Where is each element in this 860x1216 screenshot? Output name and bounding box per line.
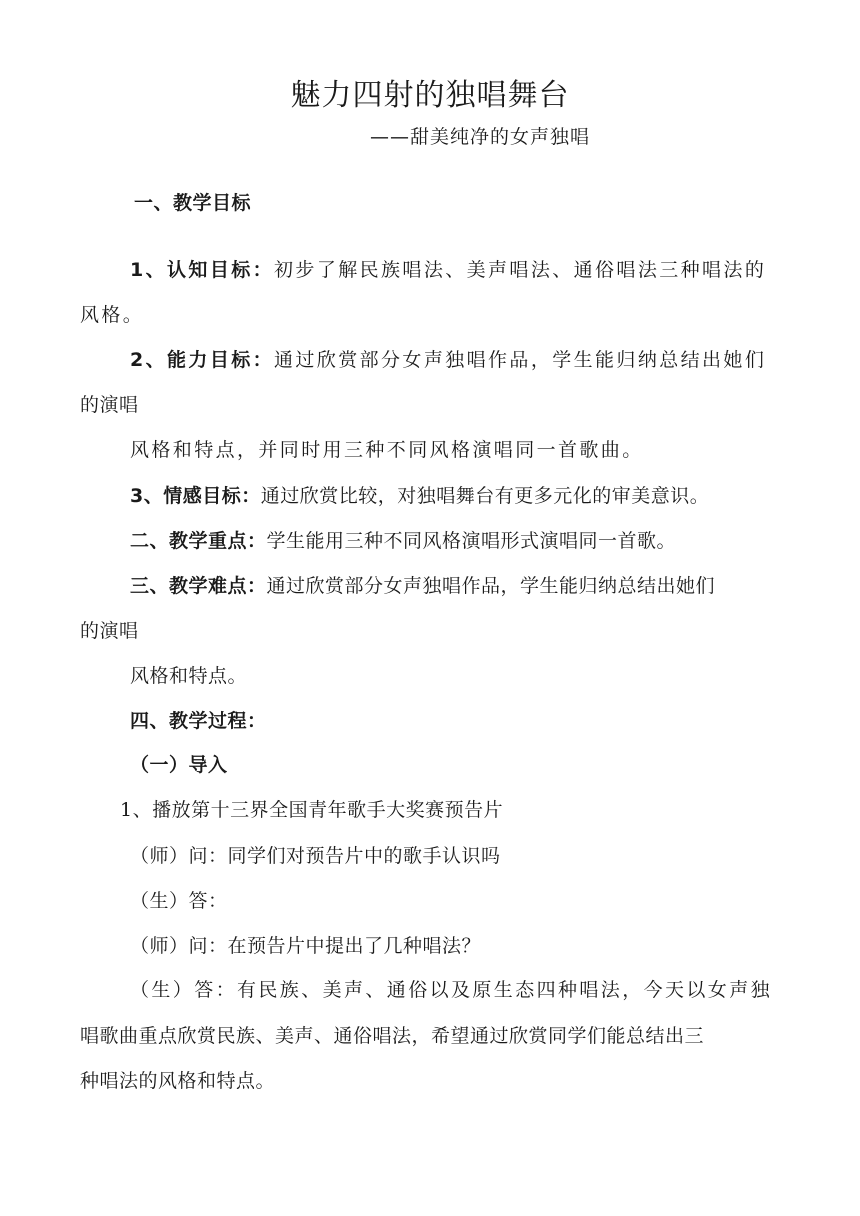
difficulties-text: 通过欣赏部分女声独唱作品，学生能归纳总结出她们 <box>266 575 716 597</box>
student-answer-2-line-3: 种唱法的风格和特点。 <box>80 1070 276 1092</box>
objective-ability-label: 2、能力目标： <box>130 349 275 371</box>
objective-cognitive-text: 初步了解民族唱法、美声唱法、通俗唱法三种唱法的 <box>274 259 767 281</box>
key-points-text: 学生能用三种不同风格演唱形式演唱同一首歌。 <box>266 530 677 552</box>
section-heading-process: 四、教学过程： <box>130 710 267 732</box>
objective-ability-continued: 的演唱 <box>80 394 139 416</box>
document-title: 魅力四射的独唱舞台 <box>290 78 570 113</box>
subsection-introduction: （一）导入 <box>130 754 228 776</box>
document-subtitle: ——甜美纯净的女声独唱 <box>370 126 591 148</box>
objective-emotion-text: 通过欣赏比较，对独唱舞台有更多元化的审美意识。 <box>260 485 710 507</box>
student-answer-1: （生）答： <box>130 890 228 912</box>
objective-emotion <box>130 481 709 508</box>
objective-cognitive <box>130 255 766 282</box>
step-play-trailer: 1、播放第十三界全国青年歌手大奖赛预告片 <box>120 799 504 821</box>
difficulties-label: 三、教学难点： <box>130 575 267 597</box>
objective-cognitive-label: 1、认知目标： <box>130 259 275 281</box>
objective-ability <box>130 345 766 372</box>
section-heading-objectives: 一、教学目标 <box>134 192 252 214</box>
difficulties-continued: 的演唱 <box>80 620 139 642</box>
key-points-label: 二、教学重点： <box>130 530 267 552</box>
student-answer-2-line-1: （生）答：有民族、美声、通俗以及原生态四种唱法，今天以女声独 <box>130 979 773 1001</box>
student-answer-2-line-2: 唱歌曲重点欣赏民族、美声、通俗唱法，希望通过欣赏同学们能总结出三 <box>80 1025 705 1047</box>
objective-ability-continued-2: 风格和特点，并同时用三种不同风格演唱同一首歌曲。 <box>130 439 644 461</box>
objective-ability-text: 通过欣赏部分女声独唱作品，学生能归纳总结出她们 <box>274 349 767 371</box>
section-key-points <box>130 526 676 553</box>
difficulties-continued-2: 风格和特点。 <box>130 665 248 687</box>
teacher-question-2: （师）问：在预告片中提出了几种唱法？ <box>130 935 482 957</box>
teacher-question-1: （师）问：同学们对预告片中的歌手认识吗 <box>130 845 501 867</box>
objective-emotion-label: 3、情感目标： <box>130 485 261 507</box>
objective-cognitive-continued: 风格。 <box>80 304 145 326</box>
section-difficulties <box>130 571 715 598</box>
